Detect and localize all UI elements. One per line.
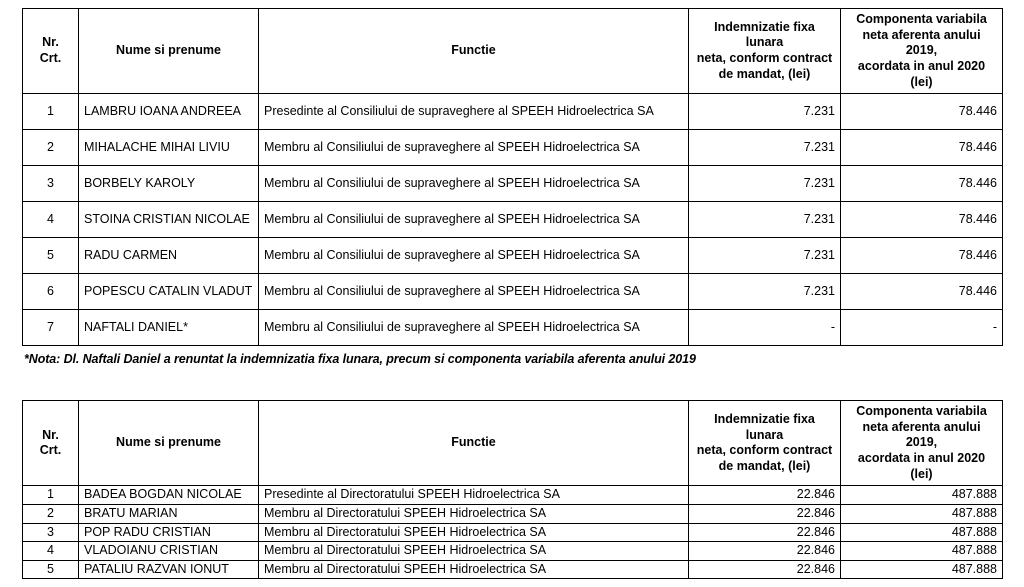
cell-name: POP RADU CRISTIAN: [79, 523, 259, 542]
cell-nr: 5: [23, 238, 79, 274]
cell-nr: 1: [23, 94, 79, 130]
cell-fixed: -: [689, 310, 841, 346]
cell-nr: 7: [23, 310, 79, 346]
table-header: [23, 9, 1003, 94]
cell-fixed: 7.231: [689, 94, 841, 130]
cell-nr: 3: [23, 166, 79, 202]
cell-nr: 6: [23, 274, 79, 310]
table-row: [23, 94, 1003, 130]
table-row: [23, 560, 1003, 579]
column-header-name: Nume si prenume: [79, 401, 259, 486]
column-header-nr: Nr. Crt.: [23, 401, 79, 486]
cell-function: Membru al Directoratului SPEEH Hidroelectrica SA: [259, 523, 689, 542]
cell-function: Membru al Consiliului de supraveghere al SPEEH Hidroelectrica SA: [259, 130, 689, 166]
cell-variable: 78.446: [841, 274, 1003, 310]
table-row: [23, 166, 1003, 202]
cell-variable: 487.888: [841, 504, 1003, 523]
cell-function: Membru al Consiliului de supraveghere al SPEEH Hidroelectrica SA: [259, 202, 689, 238]
cell-fixed: 22.846: [689, 560, 841, 579]
cell-variable: 78.446: [841, 94, 1003, 130]
cell-nr: 5: [23, 560, 79, 579]
cell-function: Membru al Consiliului de supraveghere al SPEEH Hidroelectrica SA: [259, 166, 689, 202]
cell-function: Membru al Consiliului de supraveghere al SPEEH Hidroelectrica SA: [259, 238, 689, 274]
cell-name: BORBELY KAROLY: [79, 166, 259, 202]
cell-nr: 2: [23, 130, 79, 166]
cell-fixed: 22.846: [689, 523, 841, 542]
cell-name: VLADOIANU CRISTIAN: [79, 542, 259, 561]
column-header-fixed-indemnity: Indemnizatie fixa lunara neta, conform contract de mandat, (lei): [689, 401, 841, 486]
table-row: [23, 542, 1003, 561]
cell-variable: 487.888: [841, 523, 1003, 542]
table-row: [23, 130, 1003, 166]
cell-name: STOINA CRISTIAN NICOLAE: [79, 202, 259, 238]
cell-function: Membru al Directoratului SPEEH Hidroelectrica SA: [259, 542, 689, 561]
cell-name: NAFTALI DANIEL*: [79, 310, 259, 346]
cell-fixed: 22.846: [689, 542, 841, 561]
table-row: [23, 523, 1003, 542]
cell-variable: 78.446: [841, 202, 1003, 238]
cell-name: POPESCU CATALIN VLADUT: [79, 274, 259, 310]
header-row: [23, 9, 1003, 94]
table-directorate: [22, 400, 1003, 579]
table-body: [23, 94, 1003, 346]
cell-fixed: 7.231: [689, 166, 841, 202]
cell-variable: 78.446: [841, 130, 1003, 166]
column-header-variable-component: Componenta variabila neta aferenta anului 2019, acordata in anul 2020 (lei): [841, 401, 1003, 486]
cell-function: Membru al Directoratului SPEEH Hidroelectrica SA: [259, 560, 689, 579]
table-row: [23, 310, 1003, 346]
column-header-fixed-indemnity: Indemnizatie fixa lunara neta, conform contract de mandat, (lei): [689, 9, 841, 94]
cell-fixed: 22.846: [689, 486, 841, 505]
header-row: [23, 401, 1003, 486]
cell-name: RADU CARMEN: [79, 238, 259, 274]
cell-nr: 2: [23, 504, 79, 523]
table-body: [23, 486, 1003, 579]
cell-name: BRATU MARIAN: [79, 504, 259, 523]
table-row: [23, 238, 1003, 274]
table-supervisory-board: [22, 8, 1003, 346]
cell-function: Membru al Consiliului de supraveghere al SPEEH Hidroelectrica SA: [259, 310, 689, 346]
cell-nr: 4: [23, 542, 79, 561]
cell-fixed: 22.846: [689, 504, 841, 523]
column-header-nr: Nr. Crt.: [23, 9, 79, 94]
cell-function: Presedinte al Directoratului SPEEH Hidroelectrica SA: [259, 486, 689, 505]
cell-nr: 4: [23, 202, 79, 238]
cell-function: Presedinte al Consiliului de supraveghere al SPEEH Hidroelectrica SA: [259, 94, 689, 130]
cell-name: LAMBRU IOANA ANDREEA: [79, 94, 259, 130]
section-spacer: [22, 366, 1002, 400]
cell-function: Membru al Directoratului SPEEH Hidroelectrica SA: [259, 504, 689, 523]
cell-nr: 3: [23, 523, 79, 542]
cell-fixed: 7.231: [689, 274, 841, 310]
table-row: [23, 486, 1003, 505]
cell-fixed: 7.231: [689, 238, 841, 274]
cell-fixed: 7.231: [689, 130, 841, 166]
cell-variable: 78.446: [841, 238, 1003, 274]
column-header-function: Functie: [259, 9, 689, 94]
cell-function: Membru al Consiliului de supraveghere al SPEEH Hidroelectrica SA: [259, 274, 689, 310]
footnote: *Nota: Dl. Naftali Daniel a renuntat la indemnizatia fixa lunara, precum si componenta variabila aferenta anului 2019: [24, 352, 696, 367]
cell-name: PATALIU RAZVAN IONUT: [79, 560, 259, 579]
column-header-function: Functie: [259, 401, 689, 486]
cell-name: MIHALACHE MIHAI LIVIU: [79, 130, 259, 166]
table-header: [23, 401, 1003, 486]
table-row: [23, 504, 1003, 523]
cell-name: BADEA BOGDAN NICOLAE: [79, 486, 259, 505]
cell-variable: 78.446: [841, 166, 1003, 202]
cell-variable: 487.888: [841, 542, 1003, 561]
column-header-name: Nume si prenume: [79, 9, 259, 94]
cell-variable: 487.888: [841, 486, 1003, 505]
cell-variable: -: [841, 310, 1003, 346]
cell-fixed: 7.231: [689, 202, 841, 238]
table-row: [23, 274, 1003, 310]
table-row: [23, 202, 1003, 238]
column-header-variable-component: Componenta variabila neta aferenta anului 2019, acordata in anul 2020 (lei): [841, 9, 1003, 94]
cell-variable: 487.888: [841, 560, 1003, 579]
cell-nr: 1: [23, 486, 79, 505]
